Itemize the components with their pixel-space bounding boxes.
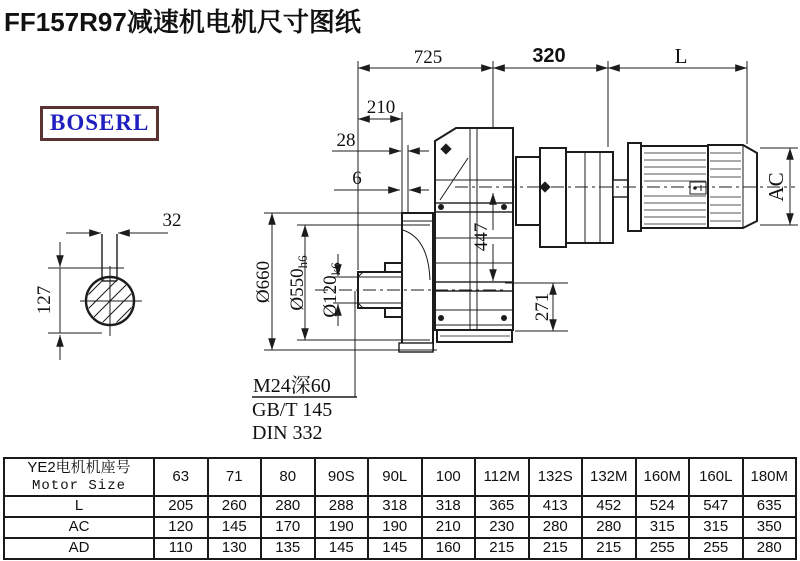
cell-AD-80: 135 (261, 538, 315, 559)
dia-550h6: $Ø550_{h6}$ (287, 255, 310, 311)
cell-AC-160M: 315 (636, 517, 690, 538)
cell-AC-63: 120 (154, 517, 208, 538)
cell-L-160L: 547 (689, 496, 743, 517)
dim-447: 447 (471, 222, 492, 252)
table-header-row (4, 458, 796, 496)
col-header-80: 80 (261, 458, 315, 496)
cell-AD-112M: 215 (475, 538, 529, 559)
dia-120k6: $Ø120_{k6}$ (320, 262, 343, 318)
cell-L-90S: 288 (315, 496, 369, 517)
col-header-160L: 160L (689, 458, 743, 496)
table-header-motor-size (4, 458, 154, 496)
cell-AC-112M: 230 (475, 517, 529, 538)
col-header-71: 71 (208, 458, 262, 496)
cell-AD-132M: 215 (582, 538, 636, 559)
cell-L-160M: 524 (636, 496, 690, 517)
cell-AC-180M: 350 (743, 517, 797, 538)
header-cn: YE2电机机座号 (27, 459, 131, 476)
cell-AD-100: 160 (422, 538, 476, 559)
dim-28: 28 (336, 130, 356, 151)
cell-L-132M: 452 (582, 496, 636, 517)
header-en: Motor Size (31, 477, 126, 494)
col-header-90S: 90S (315, 458, 369, 496)
cell-L-63: 205 (154, 496, 208, 517)
cell-AD-63: 110 (154, 538, 208, 559)
boserl-logo-text: BOSERL (50, 110, 150, 135)
cell-AC-100: 210 (422, 517, 476, 538)
cell-AC-71: 145 (208, 517, 262, 538)
cell-AD-90L: 145 (368, 538, 422, 559)
page-title: FF157R97减速机电机尺寸图纸 (4, 7, 361, 37)
motor-adapter (516, 148, 628, 247)
col-header-63: 63 (154, 458, 208, 496)
col-header-112M: 112M (475, 458, 529, 496)
gearbox-housing (399, 128, 513, 352)
cell-L-132S: 413 (529, 496, 583, 517)
dim-127: 127 (34, 285, 55, 315)
table-row-L (4, 496, 796, 517)
dim-L: L (674, 44, 688, 68)
cell-L-180M: 635 (743, 496, 797, 517)
cell-AD-132S: 215 (529, 538, 583, 559)
cell-L-112M: 365 (475, 496, 529, 517)
dim-32: 32 (162, 210, 182, 231)
dimension-drawing (0, 40, 800, 455)
cell-AC-132S: 280 (529, 517, 583, 538)
table-row-AC (4, 517, 796, 538)
note-gb: GB/T 145 (252, 399, 333, 421)
cell-AC-80: 170 (261, 517, 315, 538)
row-label-L: L (4, 496, 154, 517)
dia-660: Ø660 (253, 260, 274, 304)
shaft-section-detail (34, 210, 182, 360)
dim-210: 210 (366, 97, 396, 118)
cell-AD-90S: 145 (315, 538, 369, 559)
note-din: DIN 332 (252, 422, 323, 444)
cell-AC-160L: 315 (689, 517, 743, 538)
dim-6: 6 (352, 168, 362, 189)
cell-AC-90S: 190 (315, 517, 369, 538)
dim-271: 271 (532, 292, 553, 322)
col-header-132S: 132S (529, 458, 583, 496)
col-header-100: 100 (422, 458, 476, 496)
cell-AD-160M: 255 (636, 538, 690, 559)
row-label-AC: AC (4, 517, 154, 538)
cell-AC-132M: 280 (582, 517, 636, 538)
dim-320: 320 (532, 45, 566, 67)
dim-725: 725 (413, 47, 443, 68)
cell-AD-180M: 280 (743, 538, 797, 559)
col-header-160M: 160M (636, 458, 690, 496)
cell-L-80: 280 (261, 496, 315, 517)
dim-271-group (505, 283, 568, 331)
col-header-180M: 180M (743, 458, 797, 496)
cell-AD-160L: 255 (689, 538, 743, 559)
table-row-AD (4, 538, 796, 559)
motor-nameplate (690, 182, 706, 194)
dim-AC: AC (764, 172, 788, 202)
cell-L-71: 260 (208, 496, 262, 517)
col-header-132M: 132M (582, 458, 636, 496)
table-body (4, 496, 796, 559)
cell-L-90L: 318 (368, 496, 422, 517)
col-header-90L: 90L (368, 458, 422, 496)
note-thread: M24深60 (253, 375, 331, 397)
motor-size-table (3, 457, 797, 560)
row-label-AD: AD (4, 538, 154, 559)
cell-AD-71: 130 (208, 538, 262, 559)
cell-AC-90L: 190 (368, 517, 422, 538)
cell-L-100: 318 (422, 496, 476, 517)
